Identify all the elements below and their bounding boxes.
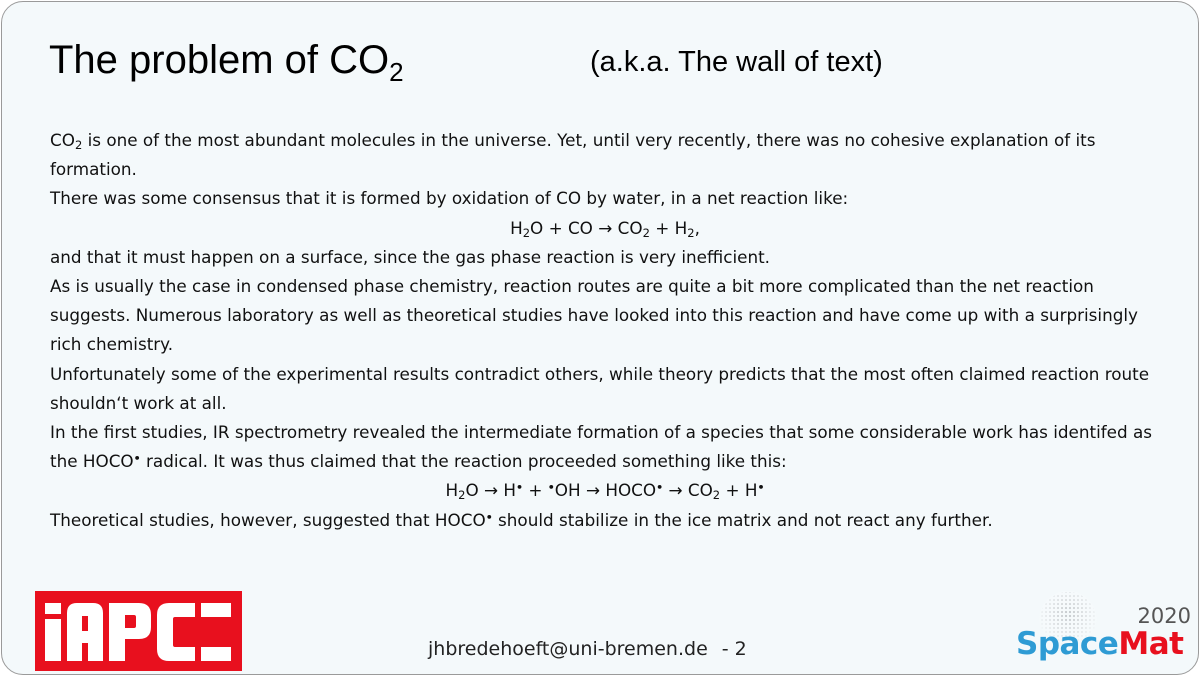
subscript: 2	[458, 488, 466, 503]
subscript: 2	[687, 225, 695, 240]
paragraph-6	[50, 418, 1160, 476]
text-span: should stabilize in the ice matrix and not react any further.	[492, 509, 993, 530]
spacemat-brand	[1016, 626, 1183, 662]
title-row	[49, 38, 1049, 98]
paragraph-1	[50, 126, 1160, 184]
radical-dot: •	[547, 481, 555, 495]
title-text: The problem of CO	[49, 38, 390, 82]
iapc-logo-mark	[35, 591, 242, 671]
text-span: + H	[649, 217, 688, 238]
radical-dot: •	[757, 481, 765, 495]
text-span: is one of the most abundant molecules in the universe. Yet, until very recently, there was no cohesive explanation of its formation.	[50, 130, 1096, 180]
brand-part-mat: Mat	[1118, 626, 1184, 662]
brand-part-space: Space	[1016, 626, 1119, 662]
subscript: 2	[74, 138, 83, 152]
footer	[428, 638, 747, 660]
paragraph-7	[50, 506, 1160, 535]
paragraph-4: As is usually the case in condensed phase chemistry, reaction routes are quite a bit more complicated than the net reaction suggests. Numerous laboratory as well as theoretical studies have looked into this reaction and have come up with a surprisingly rich chemistry.	[50, 276, 1138, 355]
text-span: + H	[720, 480, 758, 501]
text-span: H	[510, 217, 523, 238]
body-text	[50, 126, 1160, 535]
slide-subtitle: (a.k.a. The wall of text)	[590, 46, 883, 78]
text-span: O + CO → CO	[530, 217, 643, 238]
page-number: - 2	[721, 638, 747, 660]
subscript: 2	[522, 225, 531, 240]
subscript: 2	[642, 225, 650, 240]
spacemat-year: 2020	[1137, 604, 1191, 628]
radical-dot: •	[133, 452, 141, 466]
text-span: H	[445, 480, 459, 501]
subscript: 2	[712, 488, 721, 503]
spacemat-logo	[1014, 588, 1199, 672]
paragraph-5: Unfortunately some of the experimental results contradict others, while theory predicts that the most often claimed reaction route shouldn‘t work at all.	[50, 363, 1150, 413]
text-span: → CO	[663, 480, 713, 501]
equation-1	[50, 214, 1160, 243]
radical-dot: •	[516, 481, 524, 495]
title-subscript: 2	[389, 57, 404, 87]
iapc-logo	[35, 591, 242, 671]
radical-dot: •	[656, 481, 664, 495]
text-span: CO	[50, 130, 75, 150]
text-span: OH → HOCO	[554, 480, 657, 501]
slide	[1, 1, 1199, 675]
text-span: ,	[694, 217, 700, 238]
text-span: +	[523, 480, 548, 501]
radical-dot: •	[485, 510, 493, 524]
text-span: radical. It was thus claimed that the reaction proceeded something like this:	[140, 451, 787, 472]
text-span: Theoretical studies, however, suggested that HOCO	[50, 509, 486, 530]
text-span: O → H	[465, 480, 516, 501]
paragraph-2: There was some consensus that it is formed by oxidation of CO by water, in a net reaction like:	[50, 188, 849, 209]
equation-2	[50, 476, 1160, 505]
footer-email: jhbredehoeft@uni-bremen.de	[428, 638, 708, 660]
slide-title	[49, 38, 404, 87]
paragraph-3: and that it must happen on a surface, since the gas phase reaction is very inefficient.	[50, 246, 770, 267]
text-span: In the first studies, IR spectrometry revealed the intermediate formation of a species that some considerable work has identifed as the HOCO	[50, 422, 1152, 472]
